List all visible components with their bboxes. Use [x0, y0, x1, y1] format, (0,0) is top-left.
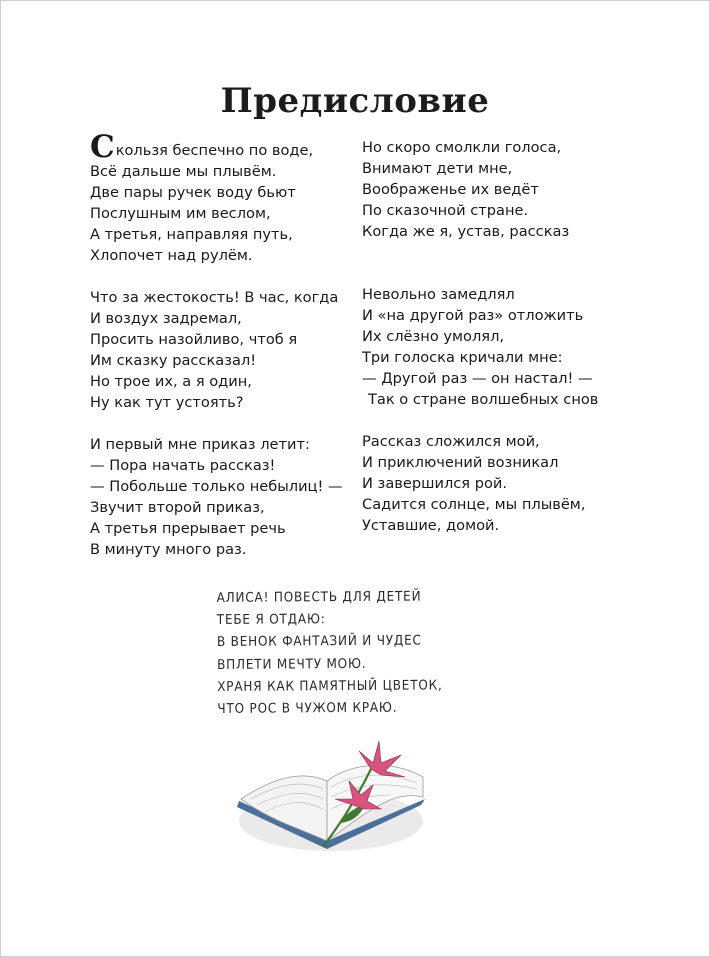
- poem-line: Просить назойливо, чтоб я: [90, 331, 298, 348]
- poem-line: И «на другой раз» отложить: [362, 307, 584, 324]
- poem-line: Послушным им веслом,: [90, 205, 271, 222]
- poem-line: Им сказку рассказал!: [90, 352, 257, 369]
- dedication-line: ХРАНЯ КАК ПАМЯТНЫЙ ЦВЕТОК,: [217, 678, 443, 695]
- poem-line: Звучит второй приказ,: [90, 499, 265, 516]
- stanza: [90, 434, 355, 560]
- stanza: [90, 129, 355, 266]
- poem-line: Две пары ручек воду бьют: [90, 184, 296, 201]
- poem-line: Но скоро смолкли голоса,: [362, 139, 562, 156]
- poem-line: В минуту много раз.: [90, 541, 247, 558]
- poem-column-right: [362, 137, 652, 557]
- page-title: Предисловие: [220, 81, 490, 121]
- poem-line: Рассказ сложился мой,: [362, 433, 540, 450]
- poem-line: Невольно замедлял: [362, 286, 515, 303]
- poem-line: И воздух задремал,: [90, 310, 242, 327]
- poem-line: А третья, направляя путь,: [90, 226, 293, 243]
- poem-line: Садится солнце, мы плывём,: [362, 496, 586, 513]
- dedication: [217, 586, 488, 721]
- poem-line: Что за жестокость! В час, когда: [90, 289, 339, 306]
- poem-line: Уставшие, домой.: [362, 517, 500, 534]
- stanza: [362, 431, 652, 536]
- poem-line: — Другой раз — он настал! —: [362, 370, 593, 387]
- poem-line-spacer: [362, 242, 652, 263]
- dedication-line: ЧТО РОС В ЧУЖОМ КРАЮ.: [217, 700, 398, 717]
- poem-line: Но трое их, а я один,: [90, 373, 252, 390]
- stanza: [362, 137, 652, 263]
- poem-line-first: [90, 129, 355, 165]
- poem-line: А третья прерывает речь: [90, 520, 286, 537]
- poem-line: — Пора начать рассказ!: [90, 457, 276, 474]
- drop-cap: С: [90, 129, 115, 165]
- poem-line: — Побольше только небылиц! —: [90, 478, 343, 495]
- poem-line: Когда же я, устав, рассказ: [362, 223, 570, 240]
- open-book-with-lily-icon: [231, 729, 431, 859]
- dedication-line: ВПЛЕТИ МЕЧТУ МОЮ.: [217, 656, 367, 673]
- poem-line: И приключений возникал: [362, 454, 559, 471]
- dedication-line: В ВЕНОК ФАНТАЗИЙ И ЧУДЕС: [216, 633, 422, 651]
- poem-line: Так о стране волшебных снов: [368, 391, 599, 408]
- first-line-rest: кользя беспечно по воде,: [115, 142, 314, 159]
- poem-line: И завершился рой.: [362, 475, 508, 492]
- poem-line: Внимают дети мне,: [362, 160, 513, 177]
- poem-line: Ну как тут устоять?: [90, 394, 244, 411]
- poem-line: Три голоска кричали мне:: [362, 349, 563, 366]
- poem-line: Их слёзно умолял,: [362, 328, 505, 345]
- poem-line: Всё дальше мы плывём.: [90, 163, 277, 180]
- poem-line: Хлопочет над рулём.: [90, 247, 253, 264]
- stanza: [90, 287, 355, 413]
- poem-line: Воображенье их ведёт: [362, 181, 539, 198]
- dedication-line: АЛИСА! ПОВЕСТЬ ДЛЯ ДЕТЕЙ: [216, 589, 422, 606]
- stanza: [362, 284, 652, 410]
- poem-line: И первый мне приказ летит:: [90, 436, 310, 453]
- poem-column-left: [90, 129, 355, 581]
- poem-line: По сказочной стране.: [362, 202, 529, 219]
- dedication-line: ТЕБЕ Я ОТДАЮ:: [216, 612, 326, 629]
